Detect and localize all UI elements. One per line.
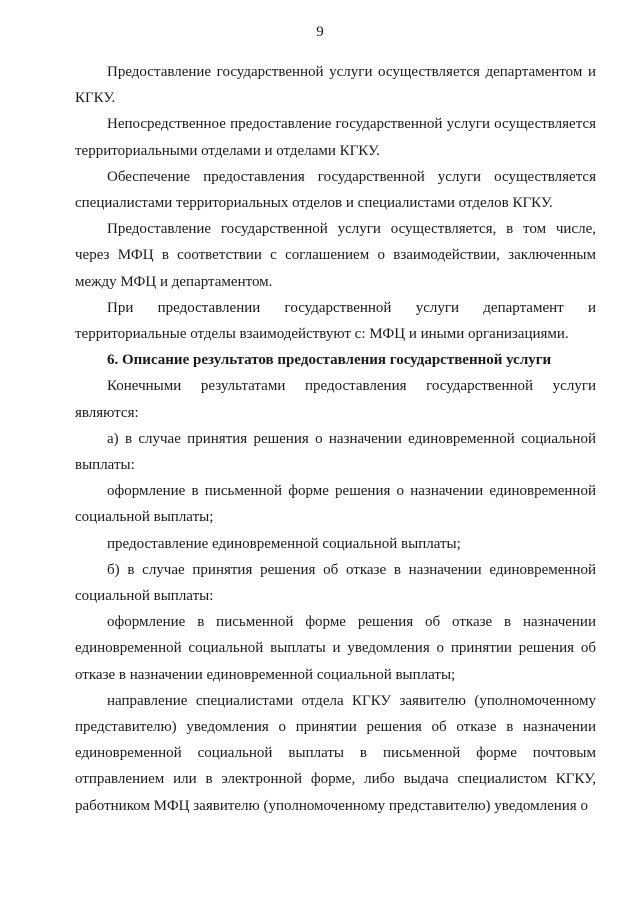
paragraph-department-provides: Предоставление государственной услуги осуществляется департаментом и КГКУ. <box>75 64 596 107</box>
section-heading: 6. Описание результатов предоставления государственной услуги <box>107 352 552 369</box>
list-item-a: а) в случае принятия решения о назначении единовременной социальной выплаты: <box>75 430 596 474</box>
paragraph-provision-support: Обеспечение предоставления государственной услуги осуществляется специалистами территориальных отделов и специалистами отделов КГКУ. <box>75 168 596 212</box>
list-item-b-notification: направление специалистами отдела КГКУ заявителю (уполномоченному представителю) уведомления о принятии решения об отказе в назначении единовременной социальной выплаты в письменной форме почтовым отправлением или в электронной форме, либо выдача специалистом КГКУ, работником МФЦ заявителю (уполномоченному представителю) уведомления о <box>75 692 596 814</box>
paragraph-final-results: Конечными результатами предоставления государственной услуги являются: <box>75 378 596 421</box>
list-item-a-payment: предоставление единовременной социальной выплаты; <box>107 535 461 552</box>
paragraph-mfc-provision: Предоставление государственной услуги осуществляется, в том числе, через МФЦ в соответствии с соглашением о взаимодействии, заключенным между МФЦ и департаментом. <box>75 221 596 290</box>
paragraph-interaction: При предоставлении государственной услуги департамент и территориальные отделы взаимодействуют с: МФЦ и иными организациями. <box>75 299 596 343</box>
paragraph-direct-provision: Непосредственное предоставление государственной услуги осуществляется территориальными отделами и отделами КГКУ. <box>75 116 596 159</box>
list-item-a-decision: оформление в письменной форме решения о назначении единовременной социальной выплаты; <box>75 483 596 526</box>
page-number: 9 <box>316 24 324 40</box>
document-body <box>75 59 596 819</box>
list-item-b-decision: оформление в письменной форме решения об отказе в назначении единовременной социальной выплаты и уведомления о принятии решения об отказе в назначении единовременной социальной выплаты; <box>75 614 596 683</box>
list-item-b: б) в случае принятия решения об отказе в назначении единовременной социальной выплаты: <box>75 561 596 605</box>
